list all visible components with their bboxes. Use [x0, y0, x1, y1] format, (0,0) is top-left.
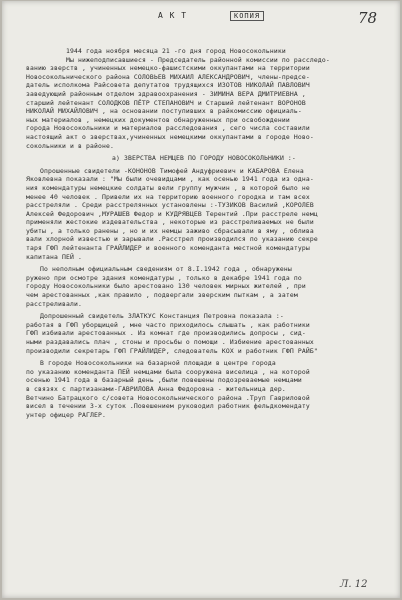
text-line: Новосокольнического района СОЛОВЬЕВ МИХАИЛ АЛЕКСАНДРОВИЧ, члены-предсе-: [26, 72, 310, 81]
text-line: ния комендатуры немецкие солдаты вели группу мужчин , в которой было не: [26, 183, 310, 192]
text-line: ванию зверств , учиненных немецко-фашистскими оккупантами на территории: [26, 64, 310, 73]
text-line: ных материалов , немецких документов обнаруженных при освобождении: [26, 115, 290, 124]
copy-stamp: КОПИЯ: [230, 11, 264, 21]
text-line: Алексей Федорович ,МУРАШЕВ Федор и КУДРЯВЦЕВ Терентий .При расстреле немц: [26, 209, 318, 218]
text-line: применяли жестокие издевательства , некоторые из расстреливаемых не были: [26, 218, 314, 227]
text-line: вали хлорной известью и зарывали .Расстрел производился по указанию секре: [26, 235, 318, 244]
text-line: Ветчино Батрацкого с/совета Новосокольнического района .Труп Гавриловой: [26, 393, 310, 402]
section-title: а) ЗВЕРСТВА НЕМЦЕВ ПО ГОРОДУ НОВОСОКОЛЬНИКИ :-: [112, 154, 296, 163]
text-line: Мы нижеподписавшиеся - Председатель районной комиссии по расследо-: [66, 55, 330, 64]
text-line: города Новосокольники и материалов расследования , сего числа составили: [26, 124, 310, 133]
text-line: городу Новосокольники было арестовано 130 человек мирных жителей , при: [26, 282, 306, 291]
sheet-number: Л. 12: [340, 579, 368, 590]
text-line: В городе Новосокольники на базарной площади в центре города: [40, 359, 276, 368]
text-line: 1944 года ноября месяца 21 -го дня город Новосокольники: [66, 47, 286, 55]
text-line: в связях с партизанами-ГАВРИЛОВА Анна Федоровна - жительница дер.: [26, 384, 286, 393]
text-line: унтер офицер РАГЛЕР.: [26, 410, 106, 419]
document-page: [2, 1, 400, 598]
text-line: производили секретарь ГФП ГРАЙЛИДЕР, следователь КОХ и работник ГФП РАЙБ": [26, 346, 318, 355]
text-line: осенью 1941 года в базарный день ,были повешены подозреваемые немцами: [26, 376, 302, 385]
text-line: Допрошенный свидетель ЗЛАТКУС Констанция Петровна показала :-: [40, 312, 284, 321]
paragraph: [26, 312, 382, 355]
paragraph: [26, 167, 382, 262]
text-line: менее 40 человек . Привели их на территорию военного городка и там всех: [26, 192, 310, 201]
paragraph: [26, 265, 382, 308]
text-line: убиты , а только ранены , но и их немцы заживо сбрасывали в яму , облива: [26, 226, 314, 235]
text-line: ными раздавались плач , стоны и просьбы о помощи . Избиение арестованных: [26, 338, 314, 346]
text-line: работая в ГФП уборщицей , мне часто приходилось слышать , как работники: [26, 320, 310, 329]
text-line: ружено при осмотре здания комендатуры , только в декабре 1941 года по: [26, 273, 302, 282]
text-line: Опрошенные свидетели -КОНОНОВ Тимофей Андуфриевич и КАБАРОВА Елена: [40, 166, 304, 175]
text-line: заведующий районным отделом здравоохранения - ЗИМИНА ВЕРА ДМИТРИЕВНА ,: [26, 89, 306, 98]
text-line: сокольники и в районе.: [26, 141, 114, 150]
text-line: расстреливали.: [26, 299, 82, 308]
text-line: ГФП избивали арестованных . Из комнат где производились допросы , сид-: [26, 329, 306, 338]
text-line: настоящий акт о зверствах,учиненных немецкими оккупантами в городе Ново-: [26, 132, 314, 141]
text-line: висел в течении 3-х суток .Повешением руководил работник фельдкомендату: [26, 402, 310, 411]
text-line: таря ГФП лейтенанта ГРАЙЛИДЕР и военного коменданта местной комендатуры: [26, 244, 310, 253]
text-line: НИКОЛАЙ МИХАЙЛОВИЧ , на основании поступивших в райкомиссию официаль-: [26, 107, 302, 116]
intro-block: [26, 47, 382, 150]
text-line: старший лейтенант СОЛОДКОВ ПЁТР СТЕПАНОВИЧ и Старший лейтенант ВОРОНОВ: [26, 98, 306, 107]
document-body: [26, 47, 382, 423]
text-line: датель исполкома Райсовета депутатов трудящихся ИЗОТОВ НИКОЛАЙ ПАВЛОВИЧ: [26, 81, 310, 90]
text-line: чем арестованных ,как правило , подвергали зверским пыткам , а затем: [26, 291, 298, 300]
text-line: по указанию коменданта ПЕЙ немцами была сооружена виселица , на которой: [26, 367, 310, 376]
text-line: расстреляли . Среди расстрелянных установлены :-ТУЗИКОВ Василий ,КОРОЛЕВ: [26, 201, 314, 210]
document-title: А К Т: [158, 11, 188, 20]
folio-number: 78: [358, 9, 378, 27]
text-line: Яковлевна показали : "Мы были очевидцами , как осенью 1941 года из одна-: [26, 175, 314, 184]
text-line: капитана ПЕЙ .: [26, 252, 82, 261]
text-line: По неполным официальным сведениям от 8.I.1942 года , обнаружены: [40, 265, 292, 274]
testimony-block: [26, 167, 382, 424]
paragraph: [26, 359, 382, 419]
